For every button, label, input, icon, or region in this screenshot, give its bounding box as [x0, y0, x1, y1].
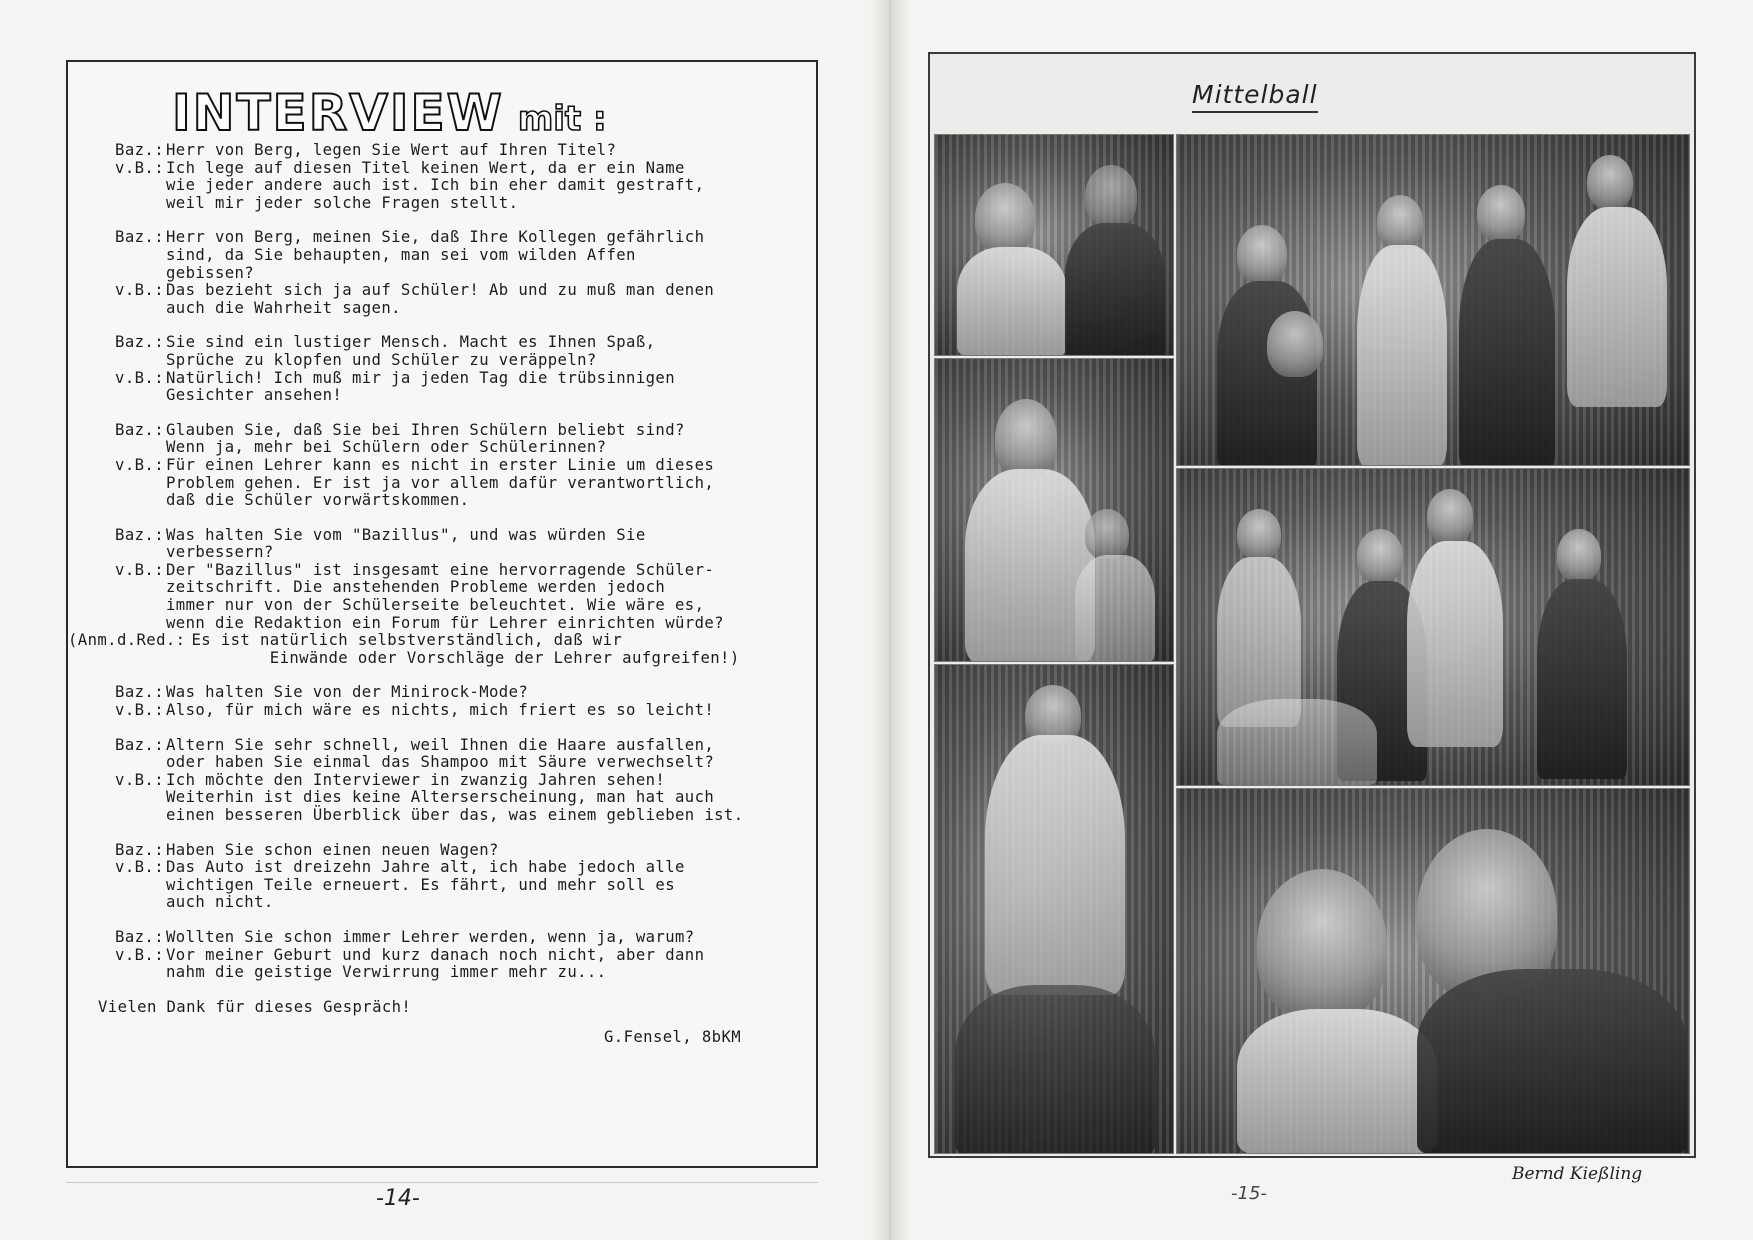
photo-couple-embracing — [934, 664, 1174, 1154]
speaker-label: v.B.: — [115, 158, 164, 177]
speaker-label: v.B.: — [115, 701, 164, 720]
speech-text: Haben Sie schon einen neuen Wagen? — [166, 840, 499, 859]
interview-exchange — [98, 684, 798, 719]
interview-body — [68, 141, 798, 1016]
interview-line — [98, 142, 798, 160]
interview-exchange — [98, 142, 798, 212]
speaker-label: Baz.: — [115, 333, 164, 352]
interview-exchange — [98, 842, 798, 912]
interview-line — [98, 737, 798, 772]
interview-line — [98, 282, 798, 317]
interview-line — [98, 772, 798, 825]
speech-text: Für einen Lehrer kann es nicht in erster Linie um dieses Problem gehen. Er ist ja vor allem dafür verantwortlich, daß die Schüler vorwärtskommen. — [166, 455, 715, 510]
speech-text: Glauben Sie, daß Sie bei Ihren Schülern beliebt sind? Wenn ja, mehr bei Schülern oder Schülerinnen? — [166, 420, 685, 457]
speaker-label: Baz.: — [115, 525, 164, 544]
interview-author: G.Fensel, 8bKM — [604, 1028, 742, 1046]
binding-gutter — [870, 0, 910, 1240]
speaker-label: v.B.: — [115, 560, 164, 579]
interview-line — [98, 422, 798, 457]
speaker-label: v.B.: — [115, 770, 164, 789]
photo-credit: Bernd Kießling — [1512, 1164, 1643, 1184]
speaker-label: v.B.: — [115, 858, 164, 877]
interview-line — [98, 859, 798, 912]
photo-girl-with-decoration — [934, 358, 1174, 662]
interview-line — [98, 684, 798, 702]
speech-text: Der "Bazillus" ist insgesamt eine hervorragende Schüler- zeitschrift. Die anstehenden Probleme werden jedoch immer nur von der Schülerseite beleuchtet. Wie wäre es, wenn die Redaktion ein Forum für Lehrer einrichten würde? — [166, 560, 724, 632]
interview-line — [98, 702, 798, 720]
speech-text: Es ist natürlich selbstverständlich, daß wir Einwände oder Vorschläge der Lehrer aufgreifen!) — [191, 631, 740, 667]
speaker-label: v.B.: — [115, 455, 164, 474]
speech-text: Altern Sie sehr schnell, weil Ihnen die Haare ausfallen, oder haben Sie einmal das Shampoo mit Säure verwechselt? — [166, 735, 715, 772]
photo-couple-at-table — [934, 134, 1174, 356]
speaker-label: v.B.: — [115, 281, 164, 300]
speech-text: Ich möchte den Interviewer in zwanzig Jahren sehen! Weiterhin ist dies keine Alterserscheinung, man hat auch einen besseren Überblick über das, was einem geblieben ist. — [166, 770, 744, 824]
speech-text: Herr von Berg, legen Sie Wert auf Ihren Titel? — [166, 141, 617, 159]
interview-line — [98, 929, 798, 947]
speaker-label: v.B.: — [115, 945, 164, 964]
speaker-label: Baz.: — [115, 840, 164, 859]
speaker-label: Baz.: — [115, 420, 164, 439]
interview-exchange — [98, 929, 798, 982]
photo-dance-floor — [1176, 468, 1690, 786]
interview-line — [98, 334, 798, 369]
page-footer-line — [66, 1168, 818, 1183]
speech-text: Was halten Sie vom "Bazillus", und was würden Sie verbessern? — [166, 525, 646, 562]
interview-line — [98, 562, 798, 632]
speaker-label: v.B.: — [115, 368, 164, 387]
interview-closing: Vielen Dank für dieses Gespräch! — [98, 997, 412, 1016]
photo-couple-closeup — [1176, 788, 1690, 1154]
speaker-label: Baz.: — [115, 927, 164, 946]
interview-line — [98, 842, 798, 860]
speaker-label: Baz.: — [115, 735, 164, 754]
speech-text: Wollten Sie schon immer Lehrer werden, wenn ja, warum? — [166, 927, 695, 946]
photo-dancing-crowd — [1176, 134, 1690, 466]
speaker-label: (Anm.d.Red.: — [68, 631, 186, 650]
speech-text: Herr von Berg, meinen Sie, daß Ihre Kollegen gefährlich sind, da Sie behaupten, man sei vom wilden Affen gebissen? — [166, 228, 705, 282]
interview-line — [98, 160, 798, 213]
interview-exchange — [98, 737, 798, 825]
interview-line — [98, 527, 798, 562]
speech-text: Was halten Sie von der Minirock-Mode? — [166, 683, 529, 702]
interview-line — [98, 947, 798, 982]
speaker-label: Baz.: — [115, 141, 164, 159]
headline-text: INTERVIEW — [172, 84, 504, 142]
interview-line — [98, 370, 798, 405]
speech-text: Sie sind ein lustiger Mensch. Macht es Ihnen Spaß, Sprüche zu klopfen und Schüler zu veräppeln? — [166, 333, 656, 369]
interview-line — [98, 229, 798, 282]
speech-text: Natürlich! Ich muß mir ja jeden Tag die trübsinnigen Gesichter ansehen! — [166, 368, 675, 405]
interview-exchange — [98, 229, 798, 317]
speech-text: Also, für mich wäre es nichts, mich friert es so leicht! — [166, 701, 715, 720]
section-title: Mittelball — [1192, 80, 1318, 113]
page-number-left: -14- — [376, 1186, 420, 1211]
interview-exchange — [68, 525, 798, 668]
interview-headline — [172, 78, 607, 142]
page-number-right: -15- — [1231, 1183, 1267, 1204]
speaker-label: Baz.: — [115, 228, 164, 247]
speaker-label: Baz.: — [115, 683, 164, 702]
speech-text: Vor meiner Geburt und kurz danach noch nicht, aber dann nahm die geistige Verwirrung immer mehr zu... — [166, 945, 705, 982]
interview-exchange — [98, 422, 798, 510]
interview-exchange — [98, 334, 798, 404]
headline-suffix: mit : — [517, 99, 607, 139]
speech-text: Das bezieht sich ja auf Schüler! Ab und zu muß man denen auch die Wahrheit sagen. — [166, 281, 715, 317]
interview-line — [68, 631, 798, 667]
speech-text: Ich lege auf diesen Titel keinen Wert, da er ein Name wie jeder andere auch ist. Ich bin eher damit gestraft, weil mir jeder solche Fragen stellt. — [166, 158, 705, 212]
interview-line — [98, 457, 798, 510]
speech-text: Das Auto ist dreizehn Jahre alt, ich habe jedoch alle wichtigen Teile erneuert. Es fährt, und mehr soll es auch nicht. — [166, 858, 685, 912]
interview-frame — [66, 60, 818, 1168]
